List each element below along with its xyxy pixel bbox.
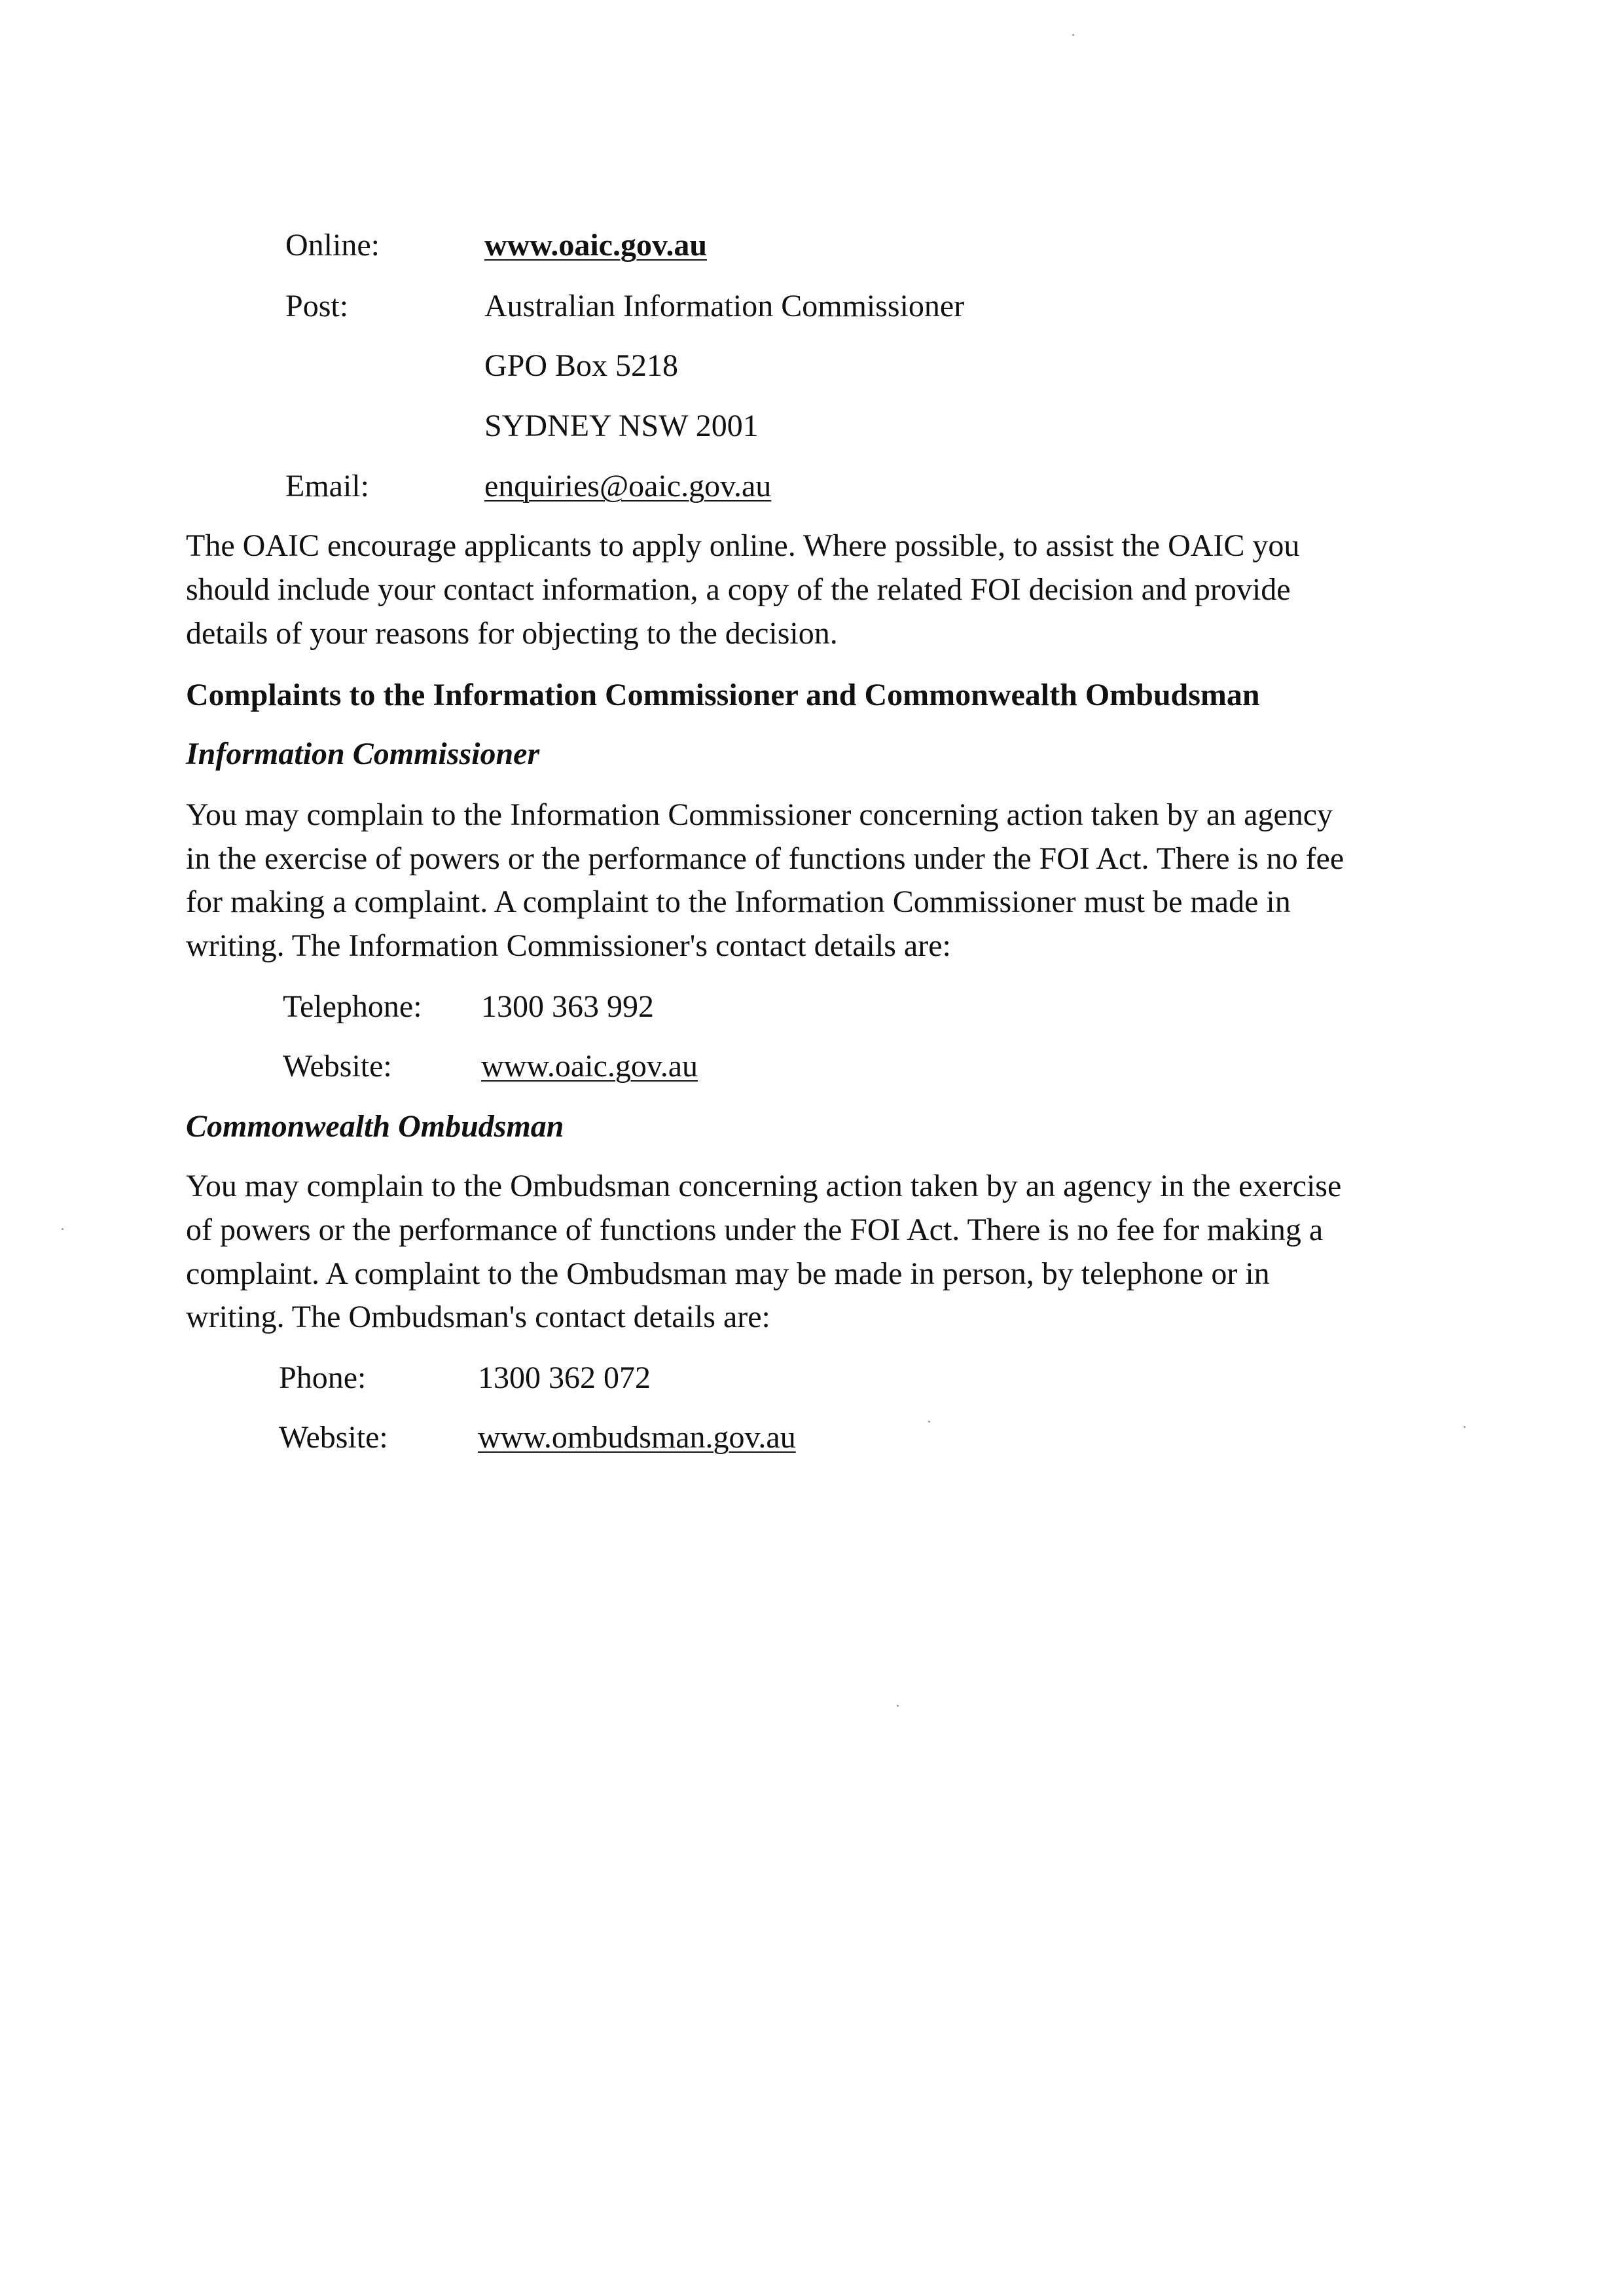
post-label: Post: — [285, 289, 349, 323]
email-link[interactable]: enquiries@oaic.gov.au — [484, 469, 772, 503]
ombudsman-paragraph-line: of powers or the performance of functions under the FOI Act. There is no fee for making a — [186, 1212, 1324, 1247]
online-link[interactable]: www.oaic.gov.au — [484, 228, 708, 263]
post-address-line2: GPO Box 5218 — [484, 348, 679, 383]
intro-paragraph-line: should include your contact information, a copy of the related FOI decision and provide — [186, 572, 1291, 607]
ombudsman-paragraph-line: writing. The Ombudsman's contact details are: — [186, 1300, 770, 1334]
scan-speck — [928, 1421, 930, 1423]
ombudsman-website-link[interactable]: www.ombudsman.gov.au — [478, 1420, 796, 1455]
ombudsman-heading: Commonwealth Ombudsman — [186, 1109, 564, 1144]
telephone-label: Telephone: — [283, 989, 422, 1024]
oaic-website-link[interactable]: www.oaic.gov.au — [481, 1049, 698, 1084]
ombudsman-paragraph-line: You may complain to the Ombudsman concerning action taken by an agency in the exercise — [186, 1169, 1342, 1203]
email-label: Email: — [285, 469, 369, 503]
scan-speck — [897, 1705, 899, 1707]
phone-label: Phone: — [279, 1360, 367, 1395]
post-address-line3: SYDNEY NSW 2001 — [484, 409, 759, 443]
intro-paragraph-line: details of your reasons for objecting to the decision. — [186, 616, 838, 651]
telephone-value: 1300 363 992 — [481, 989, 654, 1024]
phone-value: 1300 362 072 — [478, 1360, 651, 1395]
post-address-line1: Australian Information Commissioner — [484, 289, 965, 323]
complaints-heading: Complaints to the Information Commissioner and Commonwealth Ombudsman — [186, 678, 1260, 712]
scan-speck — [1464, 1426, 1466, 1428]
info-commissioner-paragraph-line: in the exercise of powers or the performance of functions under the FOI Act. There is no fee — [186, 841, 1344, 876]
info-commissioner-paragraph-line: writing. The Information Commissioner's contact details are: — [186, 928, 951, 963]
info-commissioner-paragraph-line: for making a complaint. A complaint to the Information Commissioner must be made in — [186, 884, 1291, 919]
scan-speck — [62, 1228, 63, 1230]
info-commissioner-paragraph-line: You may complain to the Information Commissioner concerning action taken by an agency — [186, 797, 1333, 832]
ombudsman-website-label: Website: — [279, 1420, 388, 1455]
info-commissioner-heading: Information Commissioner — [186, 737, 540, 771]
scan-speck — [1072, 34, 1074, 36]
online-label: Online: — [285, 228, 380, 263]
oaic-website-label: Website: — [283, 1049, 392, 1084]
intro-paragraph-line: The OAIC encourage applicants to apply online. Where possible, to assist the OAIC you — [186, 528, 1300, 563]
ombudsman-paragraph-line: complaint. A complaint to the Ombudsman may be made in person, by telephone or in — [186, 1256, 1270, 1291]
